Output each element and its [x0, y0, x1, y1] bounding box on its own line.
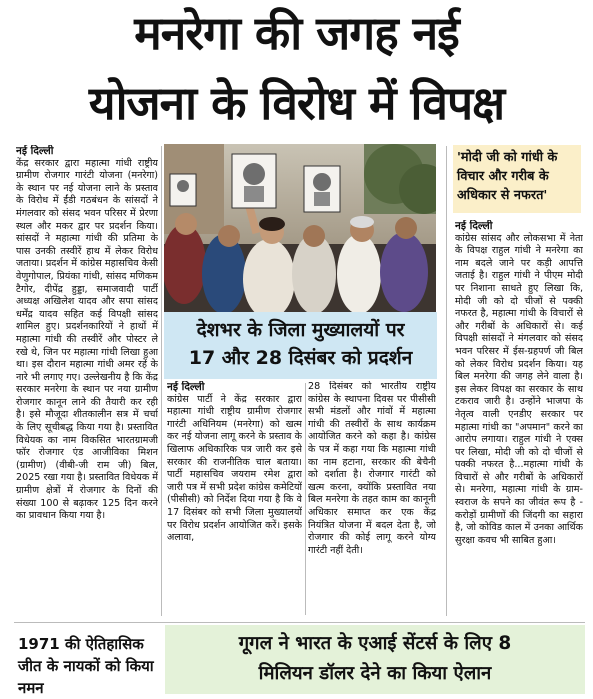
right-article-dateline: नई दिल्ली [455, 220, 493, 232]
sub-article-dateline: नई दिल्ली [167, 381, 205, 393]
right-article-body: कांग्रेस सांसद और लोकसभा में नेता के विपक्ष राहुल गांधी ने मनरेगा का नाम बदले जाने पर कड़ी आपत्ति जताई है। राहुल गांधी ने पीएम मोदी पर निशाना साधते हुए लिखा कि, मोदी जी को दो चीजों से पक्की नफरत है, महात्मा गांधी के विचारों से और गरीबों के अधिकारों से। कई विपक्षी सांसदों ने मंगलवार को संसद भवन परिसर में ईस-ग्रहपर्ण जी बिल को लेकर विरोध प्रदर्शन किया। यह बिल मनरेगा की जगह लेने वाला है। इस लेकर विपक्ष का सरकार के साथ टकराव जारी है। उन्होंने भाजपा के नेतृत्व वाली एनडीए सरकार पर महात्मा गांधी का "अपमान" करने का आरोप लगाया। राहुल गांधी ने एक्स पर लिखा, मोदी जी को दो चीजों से पक्की नफरत है...महात्मा गांधी के विचारों से और गरीबों के अधिकारों से। मनरेगा, महात्मा गांधी के ग्राम-स्वराज के सपने का जीवंत रूप है - करोड़ों ग्रामीणों की जिंदगी का सहारा है, जो कोविड काल में उनका आर्थिक सुरक्षा कवच भी साबित हुआ। [455, 232, 583, 546]
google-news-box [165, 625, 585, 694]
main-headline [0, 0, 593, 140]
quote-box [453, 145, 581, 213]
section-divider [14, 622, 585, 623]
protest-photo-illustration [164, 144, 436, 312]
quote-text: 'मोदी जी को गांधी के विचार और गरीब के अधिकार से नफरत' [457, 150, 558, 203]
subhead-line-1: देशभर के जिला मुख्यालयों पर [196, 319, 405, 341]
right-article [455, 220, 583, 620]
headline-line-1: मनरेगा की जगह नई [134, 6, 459, 60]
subhead-line-2: 17 और 28 दिसंबर को प्रदर्शन [188, 347, 413, 369]
subhead-box [164, 312, 437, 379]
sub-article-column-1 [167, 381, 302, 621]
sub-article-column-2 [308, 381, 436, 621]
sub-article-col2-text: 28 दिसंबर को भारतीय राष्ट्रीय कांग्रेस के स्थापना दिवस पर पीसीसी सभी मंडलों और गांवों में महात्मा गांधी की तस्वीरों के साथ कार्यक्रम आयोजित करने को कहा है। कांग्रेस के पत्र में कहा गया कि महात्मा गांधी का नाम हटाना, सरकार की बेचैनी को दर्शाता है। रोजगार गारंटी को खत्म करना, क्योंकि प्रस्तावित नया बिल मनरेगा के तहत काम का कानूनी अधिकार समाप्त कर एक केंद्र नियंत्रित योजना में बदल देता है, जो रोजगार की कोई लागू करने योग्य गारंटी नहीं देती। [308, 381, 436, 556]
column-divider [305, 383, 306, 615]
column-divider [446, 146, 447, 616]
google-headline-line-1: गूगल ने भारत के एआई सेंटर्स के लिए 8 [238, 633, 512, 654]
protest-photo [164, 144, 436, 312]
main-article-dateline: नई दिल्ली [16, 145, 54, 157]
main-article [16, 145, 158, 600]
google-headline-line-2: मिलियन डॉलर देने का किया ऐलान [258, 663, 492, 684]
headline-line-2: योजना के विरोध में विपक्ष [88, 76, 505, 130]
teaser-headline: 1971 की ऐतिहासिक जीत के नायकों को किया नमन [18, 635, 154, 697]
column-divider [161, 146, 162, 616]
main-article-body: केंद्र सरकार द्वारा महात्मा गांधी राष्ट्रीय ग्रामीण रोजगार गारंटी योजना (मनरेगा) के स्थान पर नई योजना लाने के प्रस्ताव के विरोध में ईंडी गठबंधन के सांसदों ने मंगलवार को संसद भवन परिसर में प्रेरणा स्थल और मकर द्वार पर प्रदर्शन किया। सांसदों ने महात्मा गांधी की प्रतिमा के पास उनकी तस्वीरें हाथ में लेकर विरोध जताया। प्रदर्शन में कांग्रेस महासचिव केसी वेणुगोपाल, प्रियंका गांधी, सांसद मणिकम टैगोर, दीपेंद्र हुड्डा, समाजवादी पार्टी अध्यक्ष अखिलेश यादव और सपा सांसद धर्मेंद्र यादव सहित कई विपक्षी सांसद शामिल हुए। प्रदर्शनकारियों ने हाथों में महात्मा गांधी की तस्वीरें और पोस्टर ले रखे थे, जिन पर महात्मा गांधी लिखा हुआ था। इस दौरान महात्मा गांधी अमर रहें के नारे भी लगाए गए। उल्लेखनीय है कि केंद्र सरकार मनरेगा के स्थान पर नया ग्रामीण रोजगार कानून लाने की तैयारी कर रही है। इसे मौजूदा शीतकालीन सत्र में चर्चा के लिए सूचीबद्ध किया गया है। प्रस्तावित विधेयक का नाम विकसित भारतग्रामजी फॉर रोजगार एंड आजीविका मिशन (ग्रामीण) (वीबी-जी राम जी) बिल, 2025 रखा गया है। प्रस्तावित विधेयक में ग्रामीण क्षेत्रों में रोजगार के दिनों की संख्या 100 से बढ़ाकर 125 दिन करने का प्रावधान किया गया है। [16, 157, 158, 522]
sub-article-col1-text: कांग्रेस पार्टी ने केंद्र सरकार द्वारा महात्मा गांधी राष्ट्रीय ग्रामीण रोजगार गारंटी अधिनियम (मनरेगा) को खत्म कर नई योजना लागू करने के प्रस्ताव के खिलाफ अधिकारिक पत्र जारी कर इसे सरकार की राजनीतिक चाल बताया। पार्टी महासचिव जयराम रमेश द्वारा जारी पत्र में सभी प्रदेश कांग्रेस कमेटियों (पीसीसी) को निर्देश दिया गया है कि वे 17 दिसंबर को सभी जिला मुख्यालयों पर विरोध प्रदर्शन आयोजित करें। इसके अलावा, [167, 393, 302, 544]
